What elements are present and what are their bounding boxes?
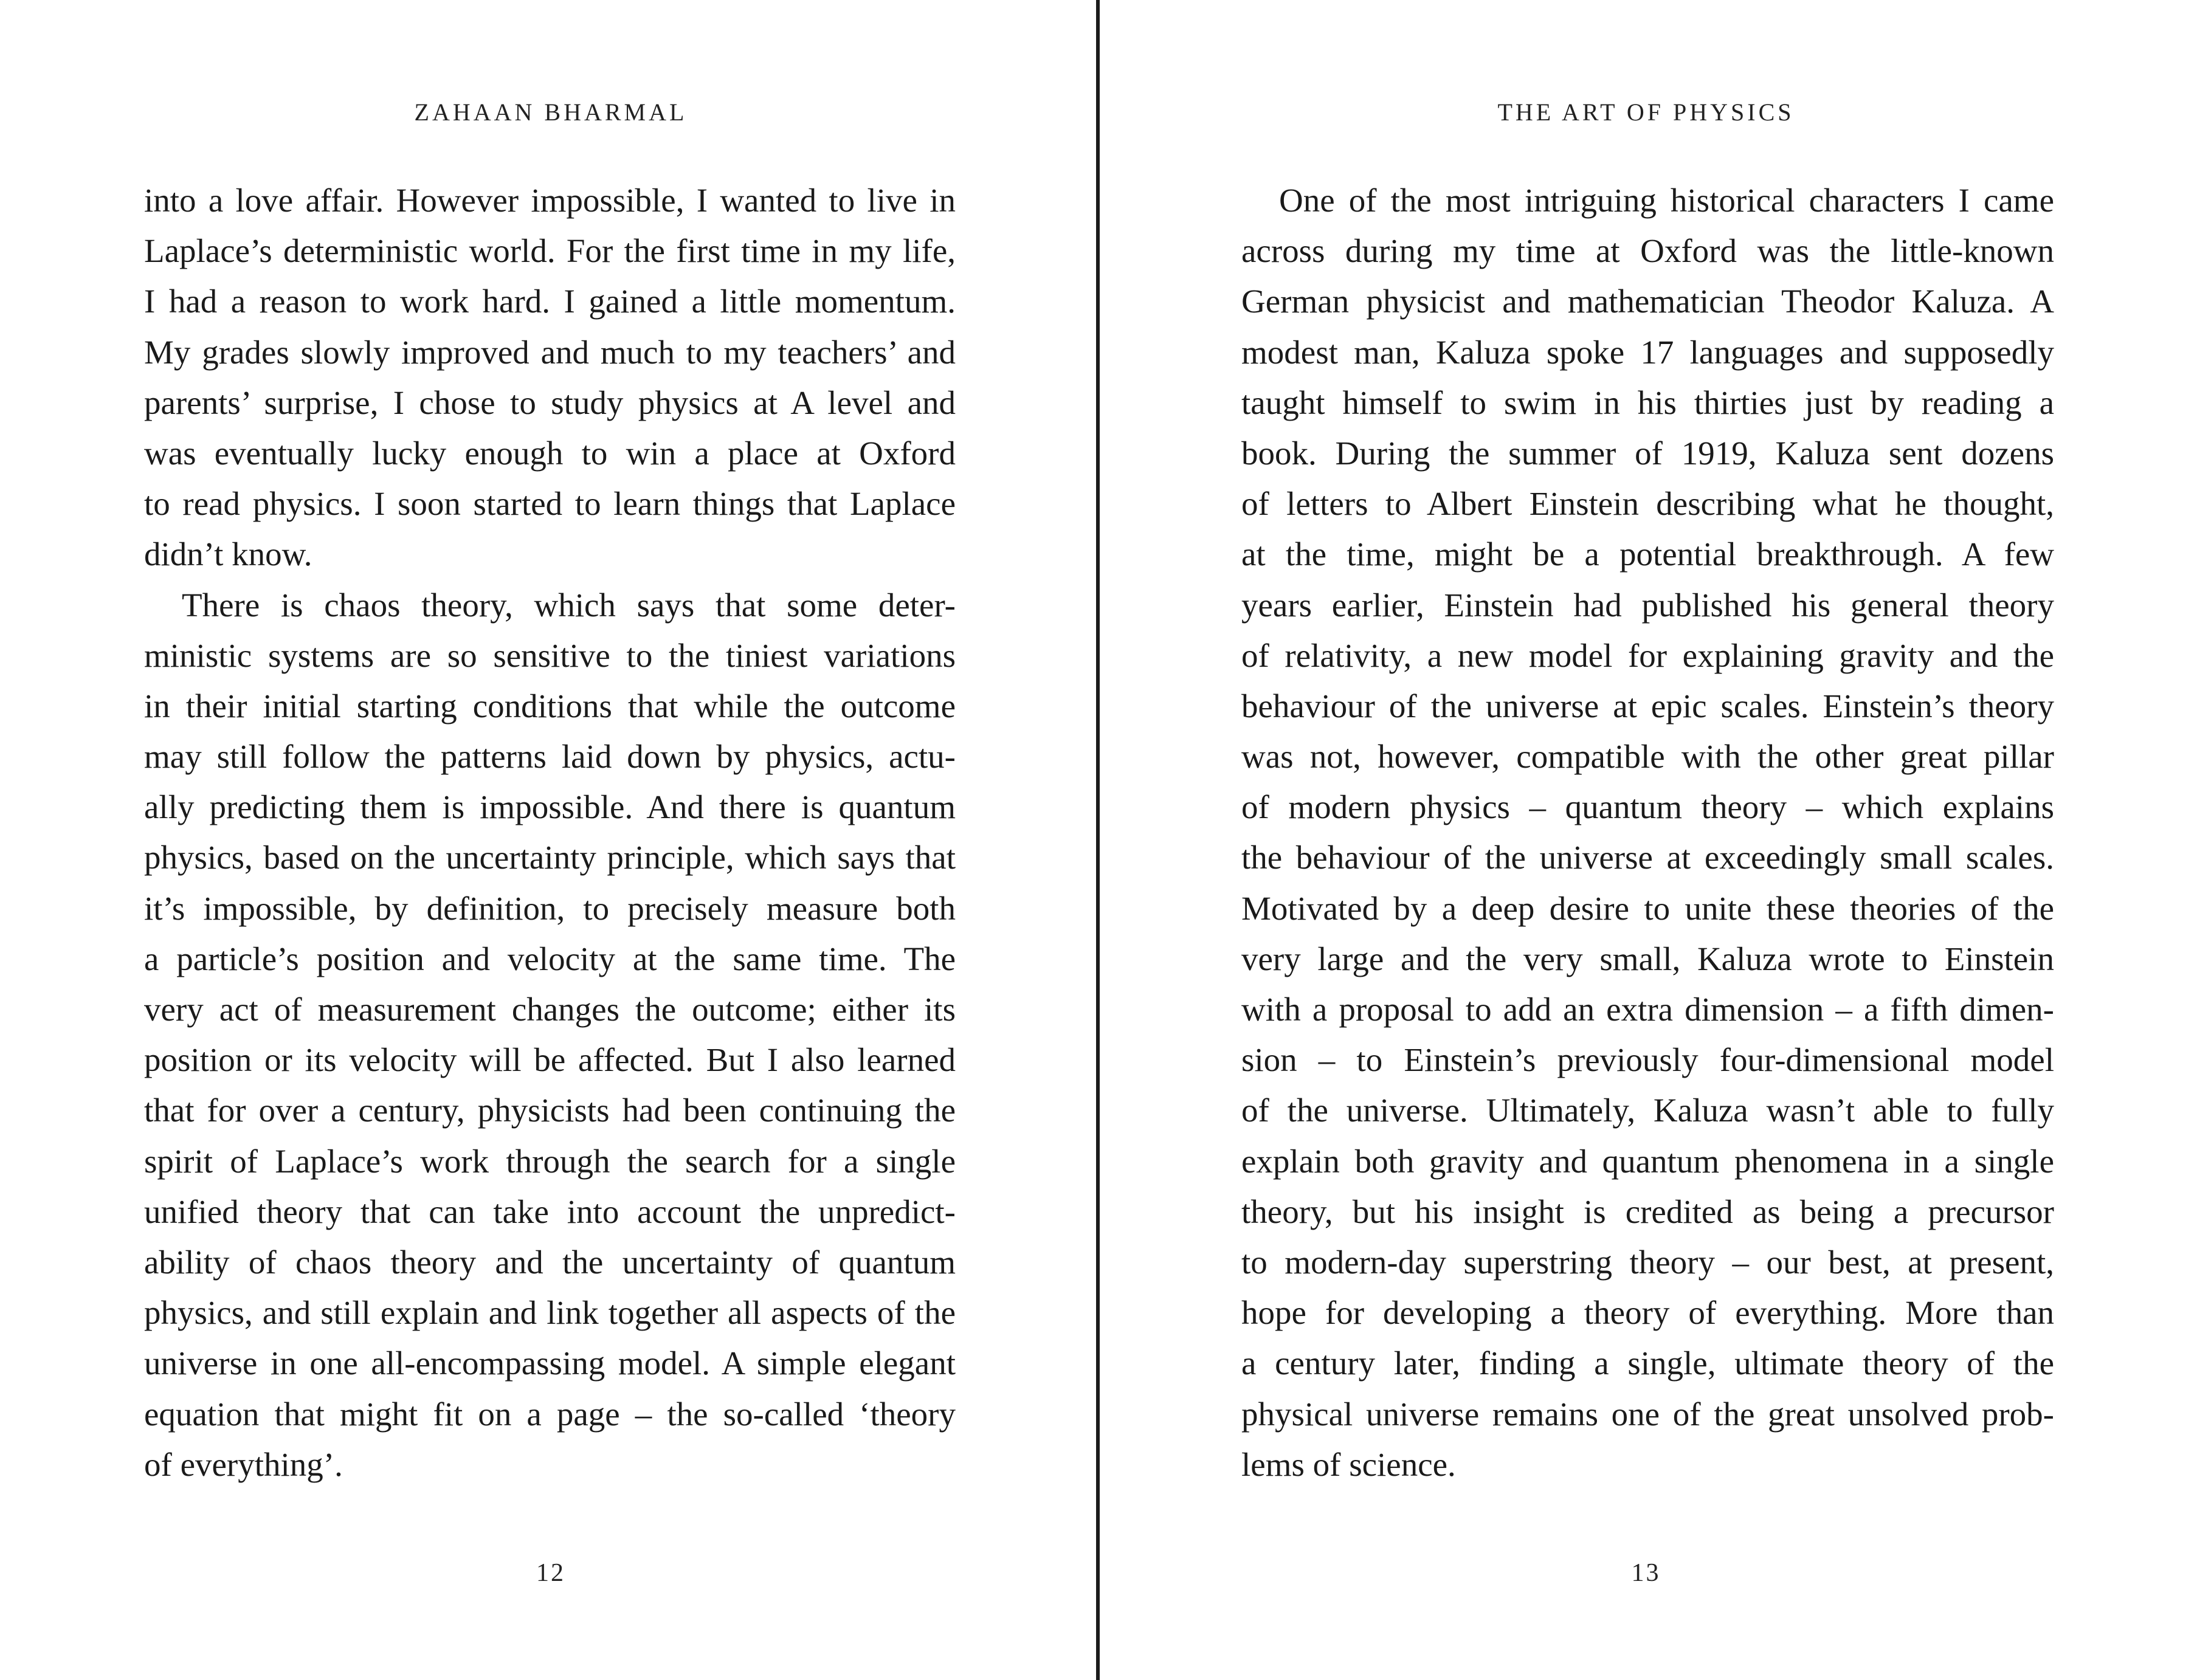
running-header-title: THE ART OF PHYSICS [1497,98,1795,126]
text-line: explain both gravity and quantum phenomena in a single [1241,1142,2054,1180]
text-line: of everything’. [144,1445,343,1483]
text-line: hope for developing a theory of everything. More than [1241,1294,2054,1332]
text-line: ministic systems are so sensitive to the tiniest variations [144,636,956,674]
text-line: physics, and still explain and link together all aspects of the [144,1294,956,1332]
text-line: My grades slowly improved and much to my teachers’ and [144,333,956,371]
text-line: to modern-day superstring theory – our best, at present, [1241,1243,2054,1281]
text-line: unified theory that can take into account the unpredict- [144,1193,956,1230]
text-line: behaviour of the universe at epic scales. Einstein’s theory [1241,687,2054,725]
text-line: taught himself to swim in his thirties just by reading a [1241,384,2054,421]
text-line: was eventually lucky enough to win a place at Oxford [144,434,956,472]
right-page [1100,0,2197,1680]
text-line: at the time, might be a potential breakthrough. A few [1241,535,2054,573]
text-line: parents’ surprise, I chose to study physics at A level and [144,384,956,421]
text-line: German physicist and mathematician Theodor Kaluza. A [1241,283,2054,320]
text-line: modest man, Kaluza spoke 17 languages and supposedly [1241,333,2054,371]
text-line: physics, based on the uncertainty principle, which says that [144,839,956,876]
text-line: Laplace’s deterministic world. For the first time in my life, [144,232,956,270]
text-line: across during my time at Oxford was the little-known [1241,232,2054,270]
text-line: There is chaos theory, which says that some deter- [182,586,956,624]
text-line: of modern physics – quantum theory – which explains [1241,788,2054,826]
running-header-author: ZAHAAN BHARMAL [414,98,688,126]
text-line: years earlier, Einstein had published his general theory [1241,586,2054,624]
text-line: very act of measurement changes the outcome; either its [144,991,956,1028]
text-line: I had a reason to work hard. I gained a little momentum. [144,283,956,320]
text-line: the behaviour of the universe at exceedingly small scales. [1241,839,2054,876]
text-line: ally predicting them is impossible. And there is quantum [144,788,956,826]
text-line: ability of chaos theory and the uncertainty of quantum [144,1243,956,1281]
text-line: didn’t know. [144,535,312,573]
text-line: was not, however, compatible with the other great pillar [1241,738,2054,776]
text-line: may still follow the patterns laid down by physics, actu- [144,738,956,776]
text-line: to read physics. I soon started to learn things that Laplace [144,485,956,523]
text-line: of relativity, a new model for explaining gravity and the [1241,636,2054,674]
text-line: One of the most intriguing historical characters I came [1279,182,2054,219]
text-line: of the universe. Ultimately, Kaluza wasn’t able to fully [1241,1092,2054,1129]
text-line: it’s impossible, by definition, to precisely measure both [144,889,956,927]
text-line: physical universe remains one of the great unsolved prob- [1241,1395,2054,1433]
text-line: theory, but his insight is credited as being a precursor [1241,1193,2054,1230]
text-line: in their initial starting conditions that while the outcome [144,687,956,725]
text-line: very large and the very small, Kaluza wrote to Einstein [1241,940,2054,977]
text-line: position or its velocity will be affected. But I also learned [144,1041,956,1079]
page-number-left: 12 [536,1559,565,1587]
text-line: a century later, finding a single, ultimate theory of the [1241,1344,2054,1382]
left-page-body [144,175,956,1490]
text-line: with a proposal to add an extra dimension – a fifth dimen- [1241,991,2054,1028]
page-number-right: 13 [1631,1559,1661,1587]
text-line: a particle’s position and velocity at the same time. The [144,940,956,977]
text-line: of letters to Albert Einstein describing what he thought, [1241,485,2054,523]
text-line: Motivated by a deep desire to unite these theories of the [1241,889,2054,927]
left-page [0,0,1096,1680]
text-line: equation that might fit on a page – the so-called ‘theory [144,1395,956,1433]
text-line: spirit of Laplace’s work through the search for a single [144,1142,956,1180]
text-line: lems of science. [1241,1445,1456,1483]
text-line: book. During the summer of 1919, Kaluza sent dozens [1241,434,2054,472]
text-line: into a love affair. However impossible, I wanted to live in [144,182,956,219]
right-page-body [1241,175,2054,1490]
text-line: sion – to Einstein’s previously four-dimensional model [1241,1041,2054,1079]
text-line: universe in one all-encompassing model. A simple elegant [144,1344,956,1382]
text-line: that for over a century, physicists had been continuing the [144,1092,956,1129]
